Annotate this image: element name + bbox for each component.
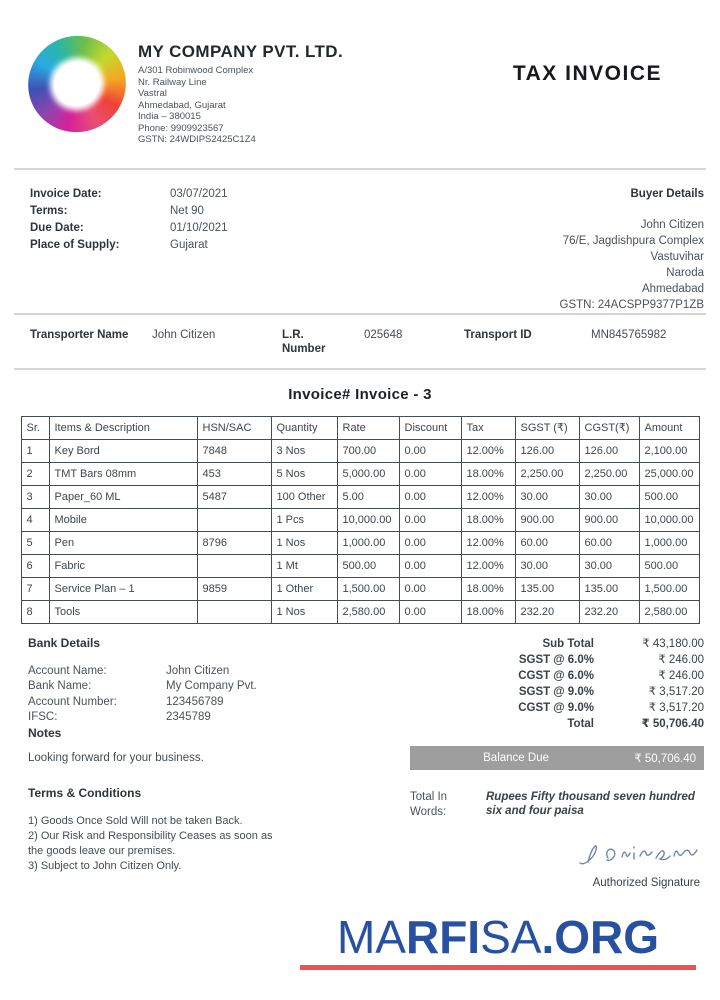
column-header: HSN/SAC: [197, 416, 271, 439]
totals-label: SGST @ 9.0%: [518, 685, 594, 698]
terms-item: 3) Subject to John Citizen Only.: [28, 860, 182, 872]
company-address-line: Ahmedabad, Gujarat: [138, 99, 226, 111]
cell-cgst: 60.00: [579, 531, 639, 554]
totals-row: [410, 636, 704, 652]
bank-rows: [28, 664, 380, 726]
buyer-address-line: John Citizen: [640, 218, 704, 231]
cell-amount: 2,100.00: [639, 439, 699, 462]
totals-label: SGST @ 6.0%: [518, 653, 594, 666]
cell-tax: 12.00%: [461, 439, 515, 462]
cell-rate: 700.00: [337, 439, 399, 462]
grand-total-value: ₹ 50,706.40: [641, 717, 704, 730]
cell-sr: 7: [21, 577, 49, 600]
meta-row: [30, 203, 228, 220]
cell-amount: 25,000.00: [639, 462, 699, 485]
terms-heading: Terms & Conditions: [28, 785, 142, 800]
cell-cgst: 2,250.00: [579, 462, 639, 485]
table-header-row: [21, 416, 699, 439]
meta-row: [30, 237, 228, 254]
cell-sr: 1: [21, 439, 49, 462]
company-address-line: Phone: 9909923567: [138, 122, 224, 134]
brand-segment: RFI: [405, 911, 481, 963]
cell-discount: 0.00: [399, 531, 461, 554]
table-row: [21, 439, 699, 462]
authorized-signature-caption: Authorized Signature: [592, 876, 700, 889]
buyer-address-line: 76/E, Jagdishpura Complex: [562, 234, 704, 247]
buyer-address-line: GSTN: 24ACSPP9377P1ZB: [559, 298, 704, 311]
totals-value: ₹ 43,180.00: [642, 637, 704, 650]
totals-label: CGST @ 6.0%: [518, 669, 594, 682]
cell-discount: 0.00: [399, 600, 461, 623]
bank-value: John Citizen: [166, 664, 230, 677]
cell-item: Paper_60 ML: [49, 485, 197, 508]
company-name: MY COMPANY PVT. LTD.: [138, 42, 344, 61]
cell-sr: 5: [21, 531, 49, 554]
totals-row: [410, 700, 704, 716]
cell-sr: 3: [21, 485, 49, 508]
table-row: [21, 508, 699, 531]
signature-block: [410, 836, 704, 889]
table-row: [21, 462, 699, 485]
amount-in-words-label: Total In Words:: [410, 790, 448, 818]
buyer-address-line: Ahmedabad: [641, 282, 704, 295]
cell-cgst: 30.00: [579, 554, 639, 577]
cell-sgst: 232.20: [515, 600, 579, 623]
column-header: Rate: [337, 416, 399, 439]
company-logo-swirl-icon: [12, 20, 141, 148]
company-block: [138, 36, 343, 146]
cell-quantity: 1 Pcs: [271, 508, 337, 531]
totals-value: ₹ 3,517.20: [648, 701, 704, 714]
cell-hsn: [197, 508, 271, 531]
cell-sr: 4: [21, 508, 49, 531]
cell-discount: 0.00: [399, 462, 461, 485]
bank-terms-column: [28, 636, 380, 889]
cell-quantity: 1 Mt: [271, 554, 337, 577]
cell-rate: 1,000.00: [337, 531, 399, 554]
meta-value: 03/07/2021: [170, 187, 228, 200]
meta-label: Terms:: [30, 204, 68, 217]
lr-number-value: 025648: [364, 328, 403, 341]
bank-label: Bank Name:: [28, 680, 92, 692]
cell-discount: 0.00: [399, 485, 461, 508]
amount-in-words: [410, 790, 704, 820]
header: [0, 0, 720, 146]
bottom-section: [0, 624, 720, 889]
column-header: Discount: [399, 416, 461, 439]
brand-segment: .ORG: [541, 911, 660, 963]
cell-rate: 5,000.00: [337, 462, 399, 485]
cell-cgst: 135.00: [579, 577, 639, 600]
amount-in-words-text: Rupees Fifty thousand seven hundred six and four paisa: [486, 790, 695, 817]
bank-row: [28, 664, 380, 680]
cell-sgst: 60.00: [515, 531, 579, 554]
cell-tax: 12.00%: [461, 485, 515, 508]
column-header: Tax: [461, 416, 515, 439]
bank-value: 2345789: [166, 711, 211, 723]
buyer-address-line: Vastuvihar: [650, 250, 704, 263]
balance-due-label: Balance Due: [483, 751, 549, 764]
company-address-line: India – 380015: [138, 111, 201, 122]
cell-amount: 500.00: [639, 485, 699, 508]
terms-item: 1) Goods Once Sold Will not be taken Back.: [28, 814, 243, 827]
meta-row: [30, 220, 228, 237]
table-row: [21, 554, 699, 577]
meta-value: 01/10/2021: [170, 221, 228, 234]
transporter-name-label: Transporter Name: [30, 328, 129, 341]
balance-due-value: ₹ 50,706.40: [634, 752, 696, 765]
table-row: [21, 531, 699, 554]
totals-column: [380, 636, 704, 889]
cell-tax: 18.00%: [461, 577, 515, 600]
meta-section: [0, 170, 720, 313]
invoice-number-heading: Invoice# Invoice - 3: [288, 385, 432, 403]
cell-sgst: 900.00: [515, 508, 579, 531]
cell-amount: 1,500.00: [639, 577, 699, 600]
divider: [14, 368, 706, 370]
totals-value: ₹ 246.00: [658, 669, 704, 682]
invoice-meta: [30, 186, 228, 313]
cell-item: Tools: [49, 600, 197, 623]
bank-value: My Company Pvt.: [166, 680, 257, 692]
cell-amount: 2,580.00: [639, 600, 699, 623]
cell-discount: 0.00: [399, 508, 461, 531]
totals-value: ₹ 246.00: [658, 653, 704, 666]
cell-rate: 2,580.00: [337, 600, 399, 623]
table-row: [21, 600, 699, 623]
meta-label: Invoice Date:: [30, 187, 102, 200]
cell-sr: 6: [21, 554, 49, 577]
cell-quantity: 5 Nos: [271, 462, 337, 485]
grand-total-label: Total: [567, 717, 594, 730]
company-address-line: A/301 Robinwood Complex: [138, 65, 254, 76]
totals-value: ₹ 3,517.20: [648, 685, 704, 698]
cell-sr: 2: [21, 462, 49, 485]
column-header: Sr.: [21, 416, 49, 439]
company-address-line: GSTN: 24WDIPS2425C1Z4: [138, 134, 256, 145]
cell-tax: 18.00%: [461, 508, 515, 531]
totals-label: Sub Total: [542, 637, 594, 650]
buyer-address: [560, 217, 704, 313]
transporter-name-value: John Citizen: [152, 328, 216, 341]
cell-cgst: 126.00: [579, 439, 639, 462]
cell-amount: 500.00: [639, 554, 699, 577]
cell-quantity: 1 Other: [271, 577, 337, 600]
cell-item: TMT Bars 08mm: [49, 462, 197, 485]
meta-label: Place of Supply:: [30, 238, 120, 251]
transport-id-value: MN845765982: [591, 328, 667, 341]
cell-hsn: 453: [197, 462, 271, 485]
cell-quantity: 1 Nos: [271, 600, 337, 623]
cell-sgst: 126.00: [515, 439, 579, 462]
cell-rate: 500.00: [337, 554, 399, 577]
cell-sr: 8: [21, 600, 49, 623]
items-table: [21, 416, 700, 624]
notes-text: Looking forward for your business.: [28, 751, 204, 764]
terms-item: 2) Our Risk and Responsibility Ceases as soon as the goods leave our premises.: [28, 830, 273, 857]
bank-row: [28, 679, 380, 695]
column-header: SGST (₹): [515, 416, 579, 439]
meta-label: Due Date:: [30, 221, 84, 234]
cell-quantity: 3 Nos: [271, 439, 337, 462]
cell-sgst: 135.00: [515, 577, 579, 600]
cell-tax: 12.00%: [461, 531, 515, 554]
lr-number-label: L.R. Number: [282, 328, 326, 355]
totals-label: CGST @ 9.0%: [518, 701, 594, 714]
brand-segment: SA: [480, 911, 542, 963]
totals-row: [410, 652, 704, 668]
brand-segment: MA: [336, 911, 406, 963]
cell-hsn: [197, 600, 271, 623]
cell-tax: 18.00%: [461, 600, 515, 623]
cell-sgst: 30.00: [515, 485, 579, 508]
meta-value: Net 90: [170, 204, 204, 217]
terms-list: [28, 814, 290, 874]
cell-amount: 1,000.00: [639, 531, 699, 554]
table-row: [21, 485, 699, 508]
bank-row: [28, 710, 380, 726]
cell-discount: 0.00: [399, 439, 461, 462]
cell-hsn: 7848: [197, 439, 271, 462]
bank-label: Account Number:: [28, 695, 117, 708]
cell-sgst: 2,250.00: [515, 462, 579, 485]
table-body: [21, 439, 699, 623]
cell-amount: 10,000.00: [639, 508, 699, 531]
cell-cgst: 900.00: [579, 508, 639, 531]
meta-row: [30, 186, 228, 203]
grand-total-row: [410, 716, 704, 732]
cell-rate: 10,000.00: [337, 508, 399, 531]
cell-quantity: 100 Other: [271, 485, 337, 508]
document-title: TAX INVOICE: [512, 62, 662, 85]
cell-discount: 0.00: [399, 577, 461, 600]
cell-item: Key Bord: [49, 439, 197, 462]
column-header: CGST(₹): [579, 416, 639, 439]
cell-sgst: 30.00: [515, 554, 579, 577]
brand-underline: [300, 965, 696, 970]
notes-heading: Notes: [28, 725, 62, 740]
cell-cgst: 232.20: [579, 600, 639, 623]
company-address: [138, 65, 343, 146]
buyer-address-line: Naroda: [666, 266, 704, 279]
footer-brand: [300, 912, 696, 970]
cell-item: Fabric: [49, 554, 197, 577]
cell-hsn: [197, 554, 271, 577]
column-header: Items & Description: [49, 416, 197, 439]
cell-quantity: 1 Nos: [271, 531, 337, 554]
cell-rate: 5.00: [337, 485, 399, 508]
balance-due-bar: [410, 746, 704, 770]
company-address-line: Nr. Railway Line: [138, 76, 207, 88]
table-row: [21, 577, 699, 600]
cell-rate: 1,500.00: [337, 577, 399, 600]
cell-hsn: 8796: [197, 531, 271, 554]
bank-label: Account Name:: [28, 664, 107, 677]
cell-cgst: 30.00: [579, 485, 639, 508]
bank-details-heading: Bank Details: [28, 635, 101, 650]
cell-hsn: 5487: [197, 485, 271, 508]
column-header: Amount: [639, 416, 699, 439]
cell-hsn: 9859: [197, 577, 271, 600]
buyer-heading: Buyer Details: [630, 187, 704, 200]
cell-tax: 18.00%: [461, 462, 515, 485]
cell-item: Mobile: [49, 508, 197, 531]
cell-tax: 12.00%: [461, 554, 515, 577]
cell-discount: 0.00: [399, 554, 461, 577]
bank-row: [28, 695, 380, 711]
totals-rows: [410, 636, 704, 716]
buyer-details: [560, 186, 704, 313]
bank-label: IFSC:: [28, 711, 58, 723]
column-header: Quantity: [271, 416, 337, 439]
cell-item: Pen: [49, 531, 197, 554]
company-address-line: Vastral: [138, 88, 167, 99]
transport-id-label: Transport ID: [464, 328, 532, 341]
totals-row: [410, 668, 704, 684]
cell-item: Service Plan – 1: [49, 577, 197, 600]
meta-value: Gujarat: [170, 238, 208, 251]
signature-image: [570, 836, 700, 870]
brand-wordmark: [300, 912, 696, 962]
totals-row: [410, 684, 704, 700]
bank-value: 123456789: [166, 695, 224, 708]
transport-section: [0, 315, 720, 368]
